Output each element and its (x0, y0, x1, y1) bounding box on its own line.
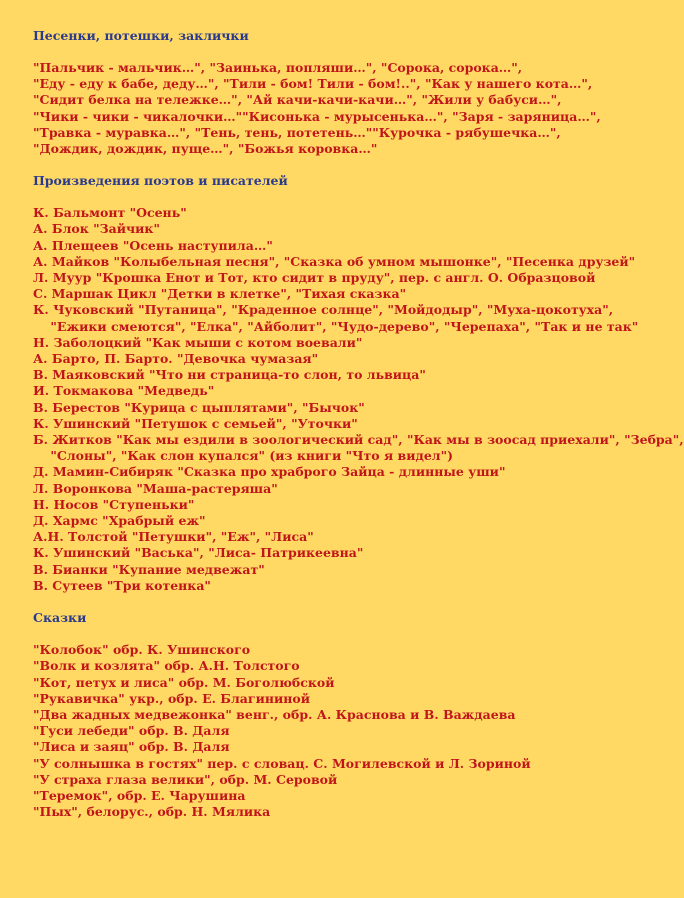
list-item: С. Маршак Цикл "Детки в клетке", "Тихая сказка" (33, 286, 407, 302)
section-title: Песенки, потешки, заклички (33, 28, 249, 43)
list-item: Н. Заболоцкий "Как мыши с котом воевали" (33, 334, 363, 350)
list-item: В. Бианки "Купание медвежат" (33, 561, 265, 577)
spacer (33, 594, 580, 610)
list-item: Н. Носов "Ступеньки" (33, 496, 195, 512)
list-item: "Кот, петух и лиса" обр. М. Боголюбской (33, 674, 335, 690)
spacer (33, 157, 580, 173)
list-item: "Сидит белка на тележке…", "Ай качи-качи-качи…", "Жили у бабуси…", (33, 92, 562, 108)
list-item: "Ежики смеются", "Елка", "Айболит", "Чудо-дерево", "Черепаха", "Так и не так" (33, 318, 639, 334)
list-item: "Волк и козлята" обр. А.Н. Толстого (33, 658, 300, 674)
list-item: Д. Мамин-Сибиряк "Сказка про храброго Зайца - длинные уши" (33, 464, 506, 480)
list-item: В. Сутеев "Три котенка" (33, 577, 211, 593)
list-item: "Чики - чики - чикалочки…""Кисонька - мурысенька…", "Заря - заряница…", (33, 108, 601, 124)
list-item: "Рукавичка" укр., обр. Е. Благининой (33, 690, 311, 706)
list-item: В. Берестов "Курица с цыплятами", "Бычок" (33, 399, 365, 415)
section-list (33, 205, 684, 594)
list-item: Д. Хармс "Храбрый еж" (33, 513, 206, 529)
list-item: "Пальчик - мальчик…", "Заинька, попляши…", "Сорока, сорока…", (33, 60, 523, 75)
list-item: К. Чуковский "Путаница", "Краденное солнце", "Мойдодыр", "Муха-цокотуха", (33, 302, 614, 318)
list-item: "Теремок", обр. Е. Чарушина (33, 787, 246, 803)
list-item: "Еду - еду к бабе, деду…", "Тили - бом! Тили - бом!..", "Как у нашего кота…", (33, 76, 593, 92)
list-item: Л. Воронкова "Маша-растеряша" (33, 480, 278, 496)
list-item: "Дождик, дождик, пуще…", "Божья коровка…" (33, 141, 378, 157)
list-item: "Колобок" обр. К. Ушинского (33, 642, 251, 658)
list-item: А.Н. Толстой "Петушки", "Еж", "Лиса" (33, 529, 314, 545)
list-item: "Пых", белорус., обр. Н. Мялика (33, 804, 271, 820)
section-title: Сказки (33, 610, 87, 626)
spacer (33, 44, 580, 60)
section-title: Произведения поэтов и писателей (33, 173, 288, 189)
list-item: Б. Житков "Как мы ездили в зоологический сад", "Как мы в зоосад приехали", "Зебра", (33, 432, 684, 448)
list-item: "Лиса и заяц" обр. В. Даля (33, 739, 230, 755)
list-item: "У солнышка в гостях" пер. с словац. С. Могилевской и Л. Зориной (33, 755, 531, 771)
spacer (33, 820, 580, 836)
list-item: А. Майков "Колыбельная песня", "Сказка об умном мышонке", "Песенка друзей" (33, 253, 636, 269)
list-item: А. Барто, П. Барто. "Девочка чумазая" (33, 351, 319, 367)
list-item: "Слоны", "Как слон купался" (из книги "Что я видел") (33, 448, 454, 464)
spacer (33, 189, 580, 205)
list-item: "Травка - муравка…", "Тень, тень, потетень…""Курочка - рябушечка…", (33, 124, 561, 140)
list-item: К. Бальмонт "Осень" (33, 205, 187, 221)
list-item: "У страха глаза велики", обр. М. Серовой (33, 771, 338, 787)
section-list (33, 642, 580, 820)
list-item: К. Ушинский "Васька", "Лиса- Патрикеевна" (33, 545, 364, 561)
list-item: К. Ушинский "Петушок с семьей", "Уточки" (33, 415, 358, 431)
section-list (33, 60, 601, 157)
list-item: "Гуси лебеди" обр. В. Даля (33, 723, 230, 739)
list-item: Л. Муур "Крошка Енот и Тот, кто сидит в пруду", пер. с англ. О. Образцовой (33, 270, 596, 286)
list-item: А. Плещеев "Осень наступила…" (33, 237, 273, 253)
list-item: "Два жадных медвежонка" венг., обр. А. Краснова и В. Важдаева (33, 706, 516, 722)
list-item: А. Блок "Зайчик" (33, 221, 160, 237)
list-item: В. Маяковский "Что ни страница-то слон, то львица" (33, 367, 426, 383)
list-item: И. Токмакова "Медведь" (33, 383, 215, 399)
spacer (33, 626, 580, 642)
